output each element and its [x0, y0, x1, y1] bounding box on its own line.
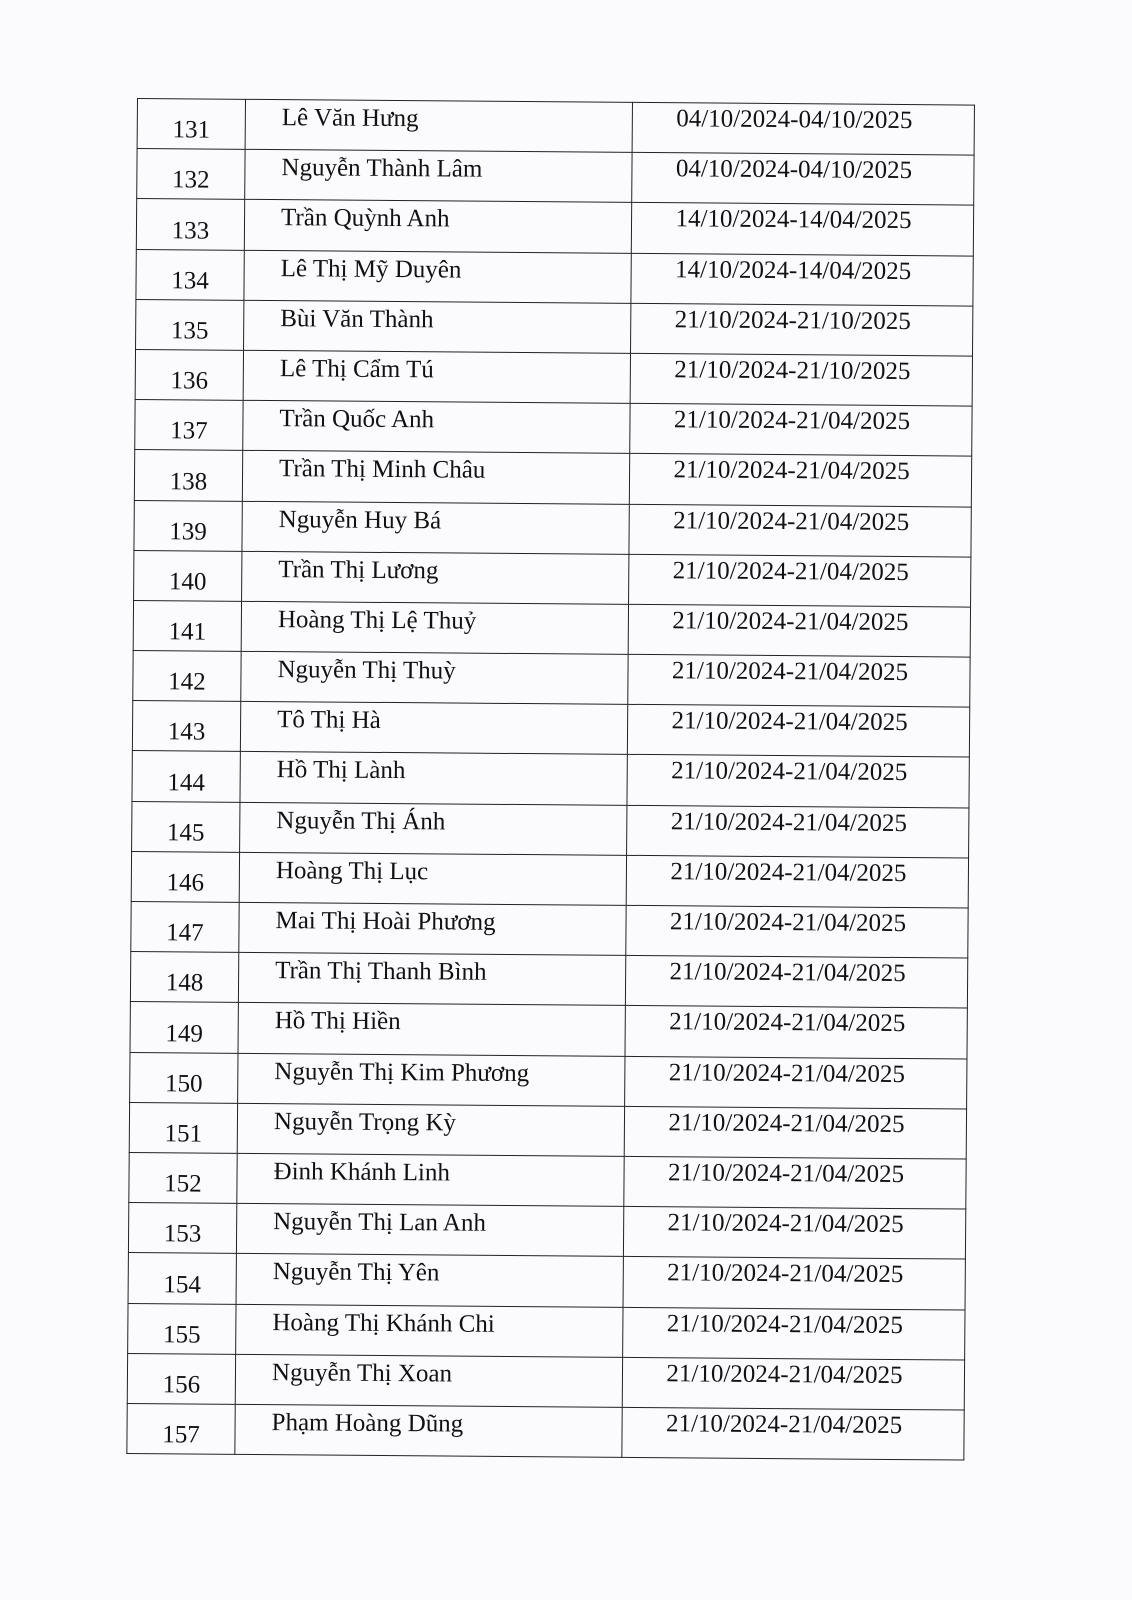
date-range: 21/10/2024-21/04/2025 [629, 554, 971, 607]
date-range: 21/10/2024-21/04/2025 [627, 705, 969, 758]
row-number: 140 [134, 550, 242, 601]
person-name: Tô Thị Hà [240, 702, 627, 755]
table-row [127, 1403, 964, 1460]
table-row [136, 249, 973, 306]
person-name: Bùi Văn Thành [244, 300, 631, 353]
row-number: 148 [130, 952, 238, 1003]
date-range: 21/10/2024-21/10/2025 [630, 353, 972, 406]
person-name: Nguyễn Thị Xoan [235, 1354, 622, 1407]
date-range: 21/10/2024-21/04/2025 [625, 956, 967, 1009]
table-row [128, 1203, 965, 1260]
date-range: 21/10/2024-21/04/2025 [626, 905, 968, 958]
row-number: 157 [127, 1403, 235, 1454]
row-number: 136 [135, 349, 243, 400]
table-row [128, 1253, 965, 1310]
date-range: 21/10/2024-21/04/2025 [629, 504, 971, 557]
table-row [134, 500, 971, 557]
date-range: 21/10/2024-21/04/2025 [625, 1006, 967, 1059]
row-number: 132 [137, 149, 245, 200]
table-row [128, 1303, 965, 1360]
person-name: Hoàng Thị Lục [239, 852, 626, 905]
table-row [129, 1102, 966, 1159]
row-number: 134 [136, 249, 244, 300]
table-row [135, 349, 972, 406]
row-number: 138 [134, 450, 242, 501]
person-name: Lê Thị Mỹ Duyên [244, 250, 631, 303]
person-name: Lê Thị Cẩm Tú [243, 350, 630, 403]
row-number: 147 [131, 901, 239, 952]
person-name: Nguyễn Huy Bá [242, 501, 629, 554]
date-range: 21/10/2024-21/04/2025 [623, 1257, 965, 1310]
date-range: 21/10/2024-21/04/2025 [624, 1156, 966, 1209]
row-number: 155 [128, 1303, 236, 1354]
person-name: Trần Thị Thanh Bình [238, 953, 625, 1006]
person-name: Phạm Hoàng Dũng [235, 1404, 622, 1457]
table-row [133, 651, 970, 708]
person-name: Trần Thị Minh Châu [242, 451, 629, 504]
person-name: Hoàng Thị Khánh Chi [236, 1304, 623, 1357]
table-row [129, 1152, 966, 1209]
row-number: 135 [136, 299, 244, 350]
row-number: 152 [129, 1152, 237, 1203]
table-row [137, 149, 974, 206]
row-number: 151 [129, 1102, 237, 1153]
table-row [131, 851, 968, 908]
table-row [130, 952, 967, 1009]
table-row [133, 600, 970, 657]
person-name: Nguyễn Thị Ánh [240, 802, 627, 855]
row-number: 146 [131, 851, 239, 902]
date-range: 21/10/2024-21/04/2025 [623, 1307, 965, 1360]
date-range: 21/10/2024-21/04/2025 [622, 1357, 964, 1410]
person-name: Nguyễn Trọng Kỳ [237, 1103, 624, 1156]
person-name: Hồ Thị Lành [240, 752, 627, 805]
row-number: 139 [134, 500, 242, 551]
table-row [132, 751, 969, 808]
table-row [132, 701, 969, 758]
person-name: Mai Thị Hoài Phương [239, 902, 626, 955]
person-name: Nguyễn Thành Lâm [245, 150, 632, 203]
date-range: 21/10/2024-21/04/2025 [623, 1206, 965, 1259]
row-number: 156 [127, 1353, 235, 1404]
date-range: 21/10/2024-21/04/2025 [622, 1407, 964, 1460]
table-row [132, 801, 969, 858]
table-row [134, 550, 971, 607]
person-name: Trần Quốc Anh [243, 400, 630, 453]
row-number: 142 [133, 651, 241, 702]
table-row [137, 99, 974, 156]
row-number: 131 [137, 99, 245, 150]
row-number: 143 [132, 701, 240, 752]
row-number: 149 [130, 1002, 238, 1053]
date-range: 04/10/2024-04/10/2025 [632, 153, 974, 206]
table-row [130, 1052, 967, 1109]
date-range: 21/10/2024-21/04/2025 [625, 1056, 967, 1109]
person-name: Hoàng Thị Lệ Thuỷ [241, 601, 628, 654]
person-name: Trần Quỳnh Anh [244, 200, 631, 253]
row-number: 141 [133, 600, 241, 651]
date-range: 14/10/2024-14/04/2025 [631, 253, 973, 306]
person-name: Nguyễn Thị Lan Anh [236, 1203, 623, 1256]
person-name: Đinh Khánh Linh [237, 1153, 624, 1206]
person-name: Lê Văn Hưng [245, 99, 632, 152]
row-number: 133 [136, 199, 244, 250]
table-row [131, 901, 968, 958]
date-range: 14/10/2024-14/04/2025 [631, 203, 973, 256]
row-number: 154 [128, 1253, 236, 1304]
date-range: 21/10/2024-21/04/2025 [630, 404, 972, 457]
person-name: Hồ Thị Hiền [238, 1003, 625, 1056]
row-number: 153 [128, 1203, 236, 1254]
table-row [135, 400, 972, 457]
person-name: Nguyễn Thị Yên [236, 1254, 623, 1307]
person-name: Nguyễn Thị Thuỳ [241, 651, 628, 704]
date-range: 21/10/2024-21/04/2025 [628, 604, 970, 657]
date-range: 21/10/2024-21/04/2025 [627, 755, 969, 808]
row-number: 137 [135, 400, 243, 451]
table-row [127, 1353, 964, 1410]
date-range: 21/10/2024-21/04/2025 [627, 805, 969, 858]
table-body [127, 99, 975, 1461]
person-name: Trần Thị Lương [242, 551, 629, 604]
row-number: 145 [132, 801, 240, 852]
date-range: 21/10/2024-21/04/2025 [626, 855, 968, 908]
date-range: 21/10/2024-21/04/2025 [628, 654, 970, 707]
person-name: Nguyễn Thị Kim Phương [238, 1053, 625, 1106]
table-row [136, 199, 973, 256]
table-row [134, 450, 971, 507]
name-list-table [126, 98, 975, 1461]
date-range: 21/10/2024-21/04/2025 [629, 454, 971, 507]
date-range: 21/10/2024-21/04/2025 [624, 1106, 966, 1159]
date-range: 21/10/2024-21/10/2025 [631, 303, 973, 356]
row-number: 144 [132, 751, 240, 802]
date-range: 04/10/2024-04/10/2025 [632, 102, 974, 155]
table-row [130, 1002, 967, 1059]
table-row [136, 299, 973, 356]
row-number: 150 [130, 1052, 238, 1103]
